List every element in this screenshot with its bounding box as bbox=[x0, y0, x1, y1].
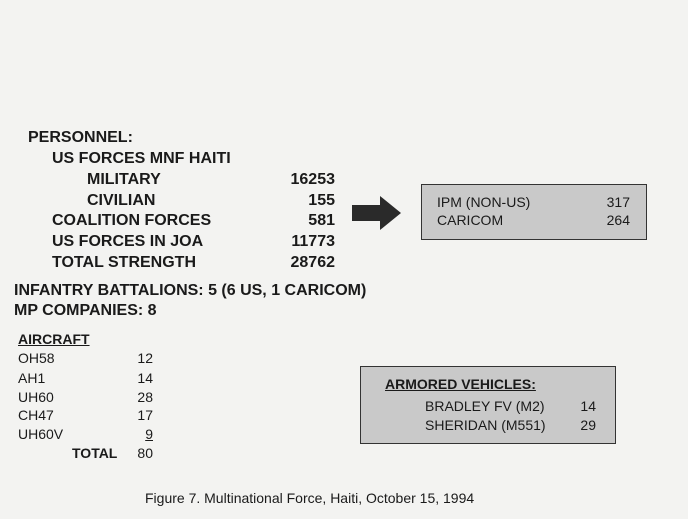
aircraft-total-label: TOTAL bbox=[72, 445, 118, 461]
aircraft-row: UH60V bbox=[18, 426, 64, 442]
aircraft-row: AH1 bbox=[18, 370, 46, 386]
aircraft-row: UH60 bbox=[18, 389, 54, 405]
armored-heading: ARMORED VEHICLES: bbox=[385, 376, 536, 392]
aircraft-row-value: 14 bbox=[137, 370, 153, 386]
military-value: 16253 bbox=[290, 171, 335, 188]
aircraft-heading: AIRCRAFT bbox=[18, 331, 90, 347]
sheridan-label: SHERIDAN (M551) bbox=[425, 417, 546, 433]
personnel-heading: PERSONNEL: bbox=[28, 129, 133, 146]
aircraft-row: CH47 bbox=[18, 407, 54, 423]
mp-companies: MP COMPANIES: 8 bbox=[14, 302, 157, 319]
aircraft-row-value: 9 bbox=[145, 426, 153, 442]
coalition-value: 581 bbox=[308, 212, 335, 229]
aircraft-total-value: 80 bbox=[137, 445, 153, 461]
sheridan-value: 29 bbox=[580, 417, 596, 433]
coalition-label: COALITION FORCES bbox=[52, 212, 212, 229]
figure-caption: Figure 7. Multinational Force, Haiti, October 15, 1994 bbox=[145, 490, 475, 506]
civilian-value: 155 bbox=[308, 192, 335, 209]
mnf-label: US FORCES MNF HAITI bbox=[52, 150, 231, 167]
joa-label: US FORCES IN JOA bbox=[52, 233, 204, 250]
civilian-label: CIVILIAN bbox=[87, 192, 156, 209]
coalition-breakdown-box bbox=[421, 184, 647, 240]
armored-vehicles-box bbox=[360, 366, 616, 444]
caricom-value: 264 bbox=[606, 212, 630, 228]
aircraft-row-value: 17 bbox=[137, 407, 153, 423]
infantry-battalions: INFANTRY BATTALIONS: 5 (6 US, 1 CARICOM) bbox=[14, 282, 367, 299]
military-label: MILITARY bbox=[87, 171, 161, 188]
total-strength-label: TOTAL STRENGTH bbox=[52, 254, 196, 271]
right-arrow-icon bbox=[352, 196, 402, 230]
aircraft-row-value: 12 bbox=[137, 350, 153, 366]
joa-value: 11773 bbox=[291, 233, 335, 250]
bradley-value: 14 bbox=[580, 398, 596, 414]
bradley-label: BRADLEY FV (M2) bbox=[425, 398, 545, 414]
ipm-value: 317 bbox=[606, 194, 630, 210]
total-strength-value: 28762 bbox=[290, 254, 335, 271]
aircraft-row: OH58 bbox=[18, 350, 55, 366]
aircraft-row-value: 28 bbox=[137, 389, 153, 405]
caricom-label: CARICOM bbox=[437, 212, 504, 228]
ipm-label: IPM (NON-US) bbox=[437, 194, 531, 210]
